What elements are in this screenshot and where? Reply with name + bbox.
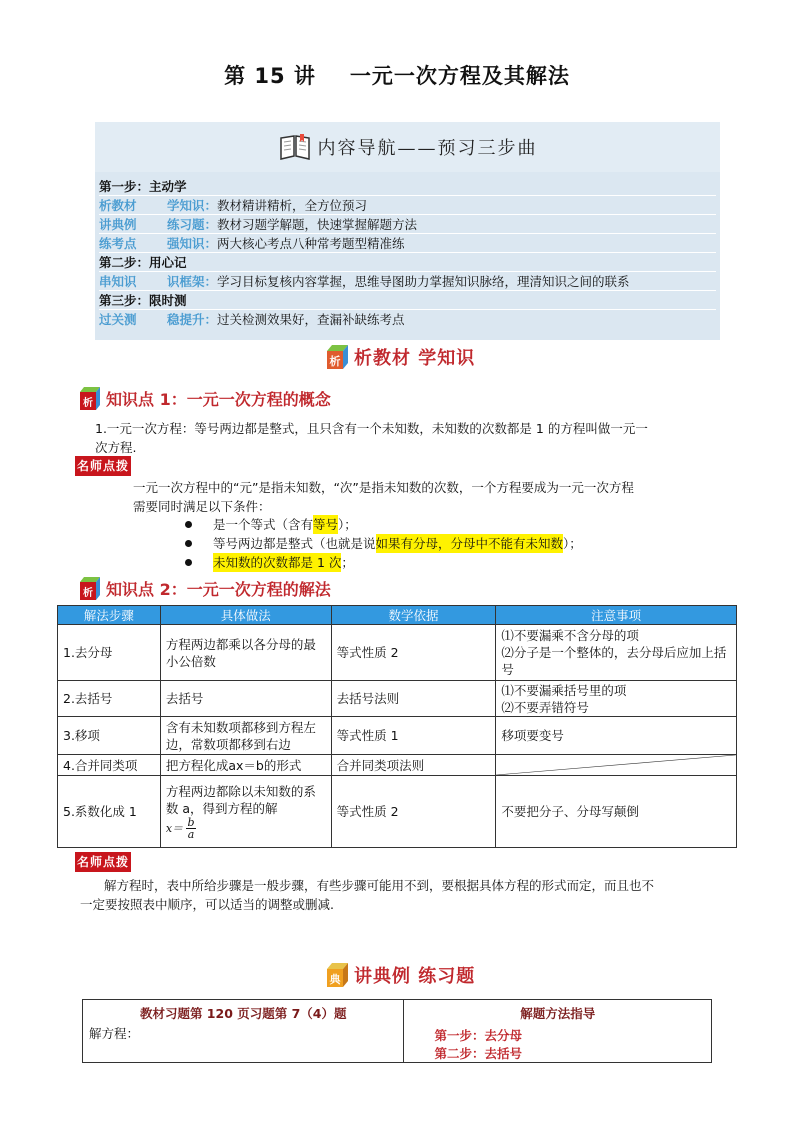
column-header: 具体做法 xyxy=(160,606,331,625)
nav-row-test: 过关测 稳提升：过关检测效果好，查漏补缺练考点 xyxy=(99,312,405,327)
table-row: 2.去括号 去括号 去括号法则 ⑴不要漏乘括号里的项 ⑵不要弄错符号 xyxy=(58,681,737,717)
solution-formula: x＝ b a xyxy=(165,816,195,841)
cube-icon xyxy=(78,576,102,600)
svg-text:析: 析 xyxy=(83,398,93,409)
knowledge-point-title: 知识点 2：一元一次方程的解法 xyxy=(106,579,331,599)
teacher-tip-tag: 名师点拨 xyxy=(75,456,131,476)
tip-paragraph xyxy=(133,478,634,516)
table-row: 1.去分母 方程两边都乘以各分母的最小公倍数 等式性质 2 ⑴不要漏乘不含分母的项 ⑵分子是一个整体的，去分母后应加上括号 xyxy=(58,625,737,681)
lecture-title: 一元一次方程及其解法 xyxy=(349,64,570,88)
nav-row-framework: 串知识 识框架：学习目标复核内容掌握，思维导图助力掌握知识脉络，理清知识之间的联系 xyxy=(99,272,716,291)
table-row: 4.合并同类项 把方程化成ax＝b的形式 合并同类项法则 xyxy=(58,755,737,776)
svg-text:析: 析 xyxy=(83,588,93,599)
cube-icon xyxy=(322,962,348,988)
definition-paragraph xyxy=(95,419,648,457)
teacher-tip-tag: 名师点拨 xyxy=(75,852,131,872)
cube-icon xyxy=(322,344,348,370)
nav-row-textbook: 析教材 学知识：教材精讲精析，全方位预习 xyxy=(99,196,716,215)
svg-text:析: 析 xyxy=(329,355,341,368)
section-banner-examples xyxy=(322,962,475,988)
cube-icon xyxy=(78,386,102,410)
method-heading: 解题方法指导 xyxy=(520,1006,596,1021)
table-row: 5.系数化成 1 方程两边都除以未知数的系数 a，得到方程的解 x＝ b a 等式性质 2 不要把分子、分母写颠倒 xyxy=(58,776,737,848)
section-title: 析教材 学知识 xyxy=(354,348,476,369)
method-step: 第二步：去括号 xyxy=(434,1046,522,1061)
example-heading: 教材习题第 120 页习题第 7（4）题 xyxy=(139,1006,347,1021)
table-header-row xyxy=(58,606,737,625)
definition-line: 次方程. xyxy=(95,440,137,455)
svg-text:典: 典 xyxy=(329,973,341,986)
tip-line: 需要同时满足以下条件： xyxy=(133,499,271,514)
tip-line: 一元一次方程中的“元”是指未知数，“次”是指未知数的次数，一个方程要成为一元一次方程 xyxy=(133,480,634,495)
list-item: 等号两边都是整式（也就是说 如果有分母，分母中不能有未知数 ）； xyxy=(185,534,582,553)
knowledge-point-2-heading xyxy=(78,576,331,600)
page-title xyxy=(0,60,794,90)
list-item: 未知数的次数都是 1 次 ； xyxy=(185,553,582,572)
example-problem-cell xyxy=(83,1000,404,1063)
navigation-title: 内容导航——预习三步曲 xyxy=(317,138,538,159)
section-banner-textbook xyxy=(322,344,475,370)
tip-line: 一定要按照表中顺序，可以适当的调整或删减. xyxy=(80,897,334,912)
knowledge-point-title: 知识点 1：一元一次方程的概念 xyxy=(106,389,331,409)
tip-line: 解方程时，表中所给步骤是一般步骤，有些步骤可能用不到，要根据具体方程的形式而定，而且也不 xyxy=(104,878,655,893)
nav-row-practice: 练考点 强知识：两大核心考点八种常考题型精准练 xyxy=(99,234,716,253)
tip-paragraph xyxy=(80,876,740,914)
navigation-header xyxy=(95,122,720,172)
table-row: 3.移项 含有未知数项都移到方程左边，常数项都移到右边 等式性质 1 移项要变号 xyxy=(58,717,737,755)
nav-row-step2: 第二步：用心记 xyxy=(99,253,716,272)
method-guide-cell xyxy=(404,1000,712,1063)
condition-list xyxy=(185,515,582,572)
method-step: 第一步：去分母 xyxy=(434,1028,522,1043)
content-navigation-box xyxy=(95,122,720,340)
nav-row-step1: 第一步：主动学 xyxy=(99,177,716,196)
knowledge-point-1-heading xyxy=(78,386,331,410)
solving-steps-table xyxy=(57,605,737,848)
section-title: 讲典例 练习题 xyxy=(354,966,476,987)
empty-diagonal-cell xyxy=(496,755,737,776)
lecture-number: 第 15 讲 xyxy=(224,64,316,88)
list-item: 是一个等式（含有 等号 ）； xyxy=(185,515,582,534)
definition-line: 1.一元一次方程：等号两边都是整式，且只含有一个未知数，未知数的次数都是 1 的方程叫做一元一 xyxy=(95,421,648,436)
column-header: 数学依据 xyxy=(331,606,496,625)
column-header: 解法步骤 xyxy=(58,606,161,625)
nav-row-examples: 讲典例 练习题：教材习题学解题，快速掌握解题方法 xyxy=(99,215,716,234)
nav-row-step3: 第三步：限时测 xyxy=(99,291,716,310)
column-header: 注意事项 xyxy=(496,606,737,625)
example-table xyxy=(82,999,712,1063)
example-prompt: 解方程： xyxy=(89,1026,140,1041)
open-book-icon xyxy=(278,132,312,162)
